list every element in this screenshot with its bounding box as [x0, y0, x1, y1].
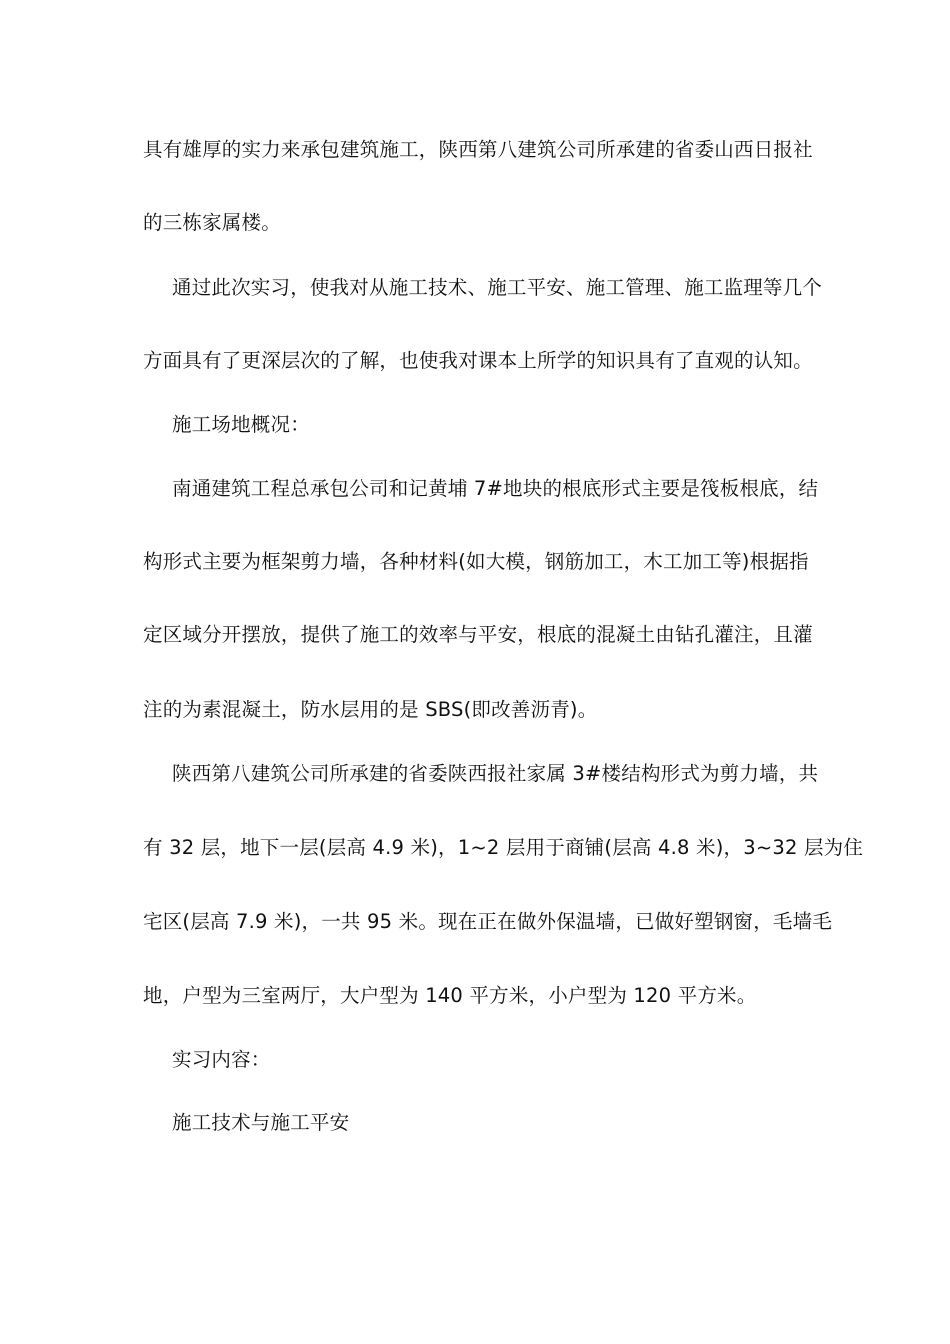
paragraph-line: 的三栋家属楼。 [143, 211, 281, 234]
section-heading: 施工场地概况： [172, 413, 310, 436]
paragraph-line: 地，户型为三室两厅，大户型为 140 平方米，小户型为 120 平方米。 [143, 984, 757, 1007]
paragraph-line: 方面具有了更深层次的了解，也使我对课本上所学的知识具有了直观的认知。 [143, 349, 813, 372]
paragraph-line: 通过此次实习，使我对从施工技术、施工平安、施工管理、施工监理等几个 [172, 276, 823, 299]
section-heading: 实习内容： [172, 1048, 271, 1071]
section-heading: 施工技术与施工平安 [172, 1111, 350, 1134]
paragraph-line: 宅区(层高 7.9 米)，一共 95 米。现在正在做外保温墙，已做好塑钢窗，毛墙毛 [143, 910, 833, 933]
paragraph-line: 注的为素混凝土，防水层用的是 SBS(即改善沥青)。 [143, 698, 598, 721]
paragraph-line: 南通建筑工程总承包公司和记黄埔 7#地块的根底形式主要是筏板根底，结 [172, 477, 819, 500]
paragraph-line: 定区域分开摆放，提供了施工的效率与平安，根底的混凝土由钻孔灌注，且灌 [143, 623, 813, 646]
paragraph-line: 陕西第八建筑公司所承建的省委陕西报社家属 3#楼结构形式为剪力墙，共 [172, 762, 819, 785]
paragraph-line: 具有雄厚的实力来承包建筑施工，陕西第八建筑公司所承建的省委山西日报社 [143, 138, 813, 161]
paragraph-line: 构形式主要为框架剪力墙，各种材料(如大模，钢筋加工，木工加工等)根据指 [143, 550, 809, 573]
paragraph-line: 有 32 层，地下一层(层高 4.9 米)，1~2 层用于商铺(层高 4.8 米)，3~32 层为住 [143, 836, 864, 859]
